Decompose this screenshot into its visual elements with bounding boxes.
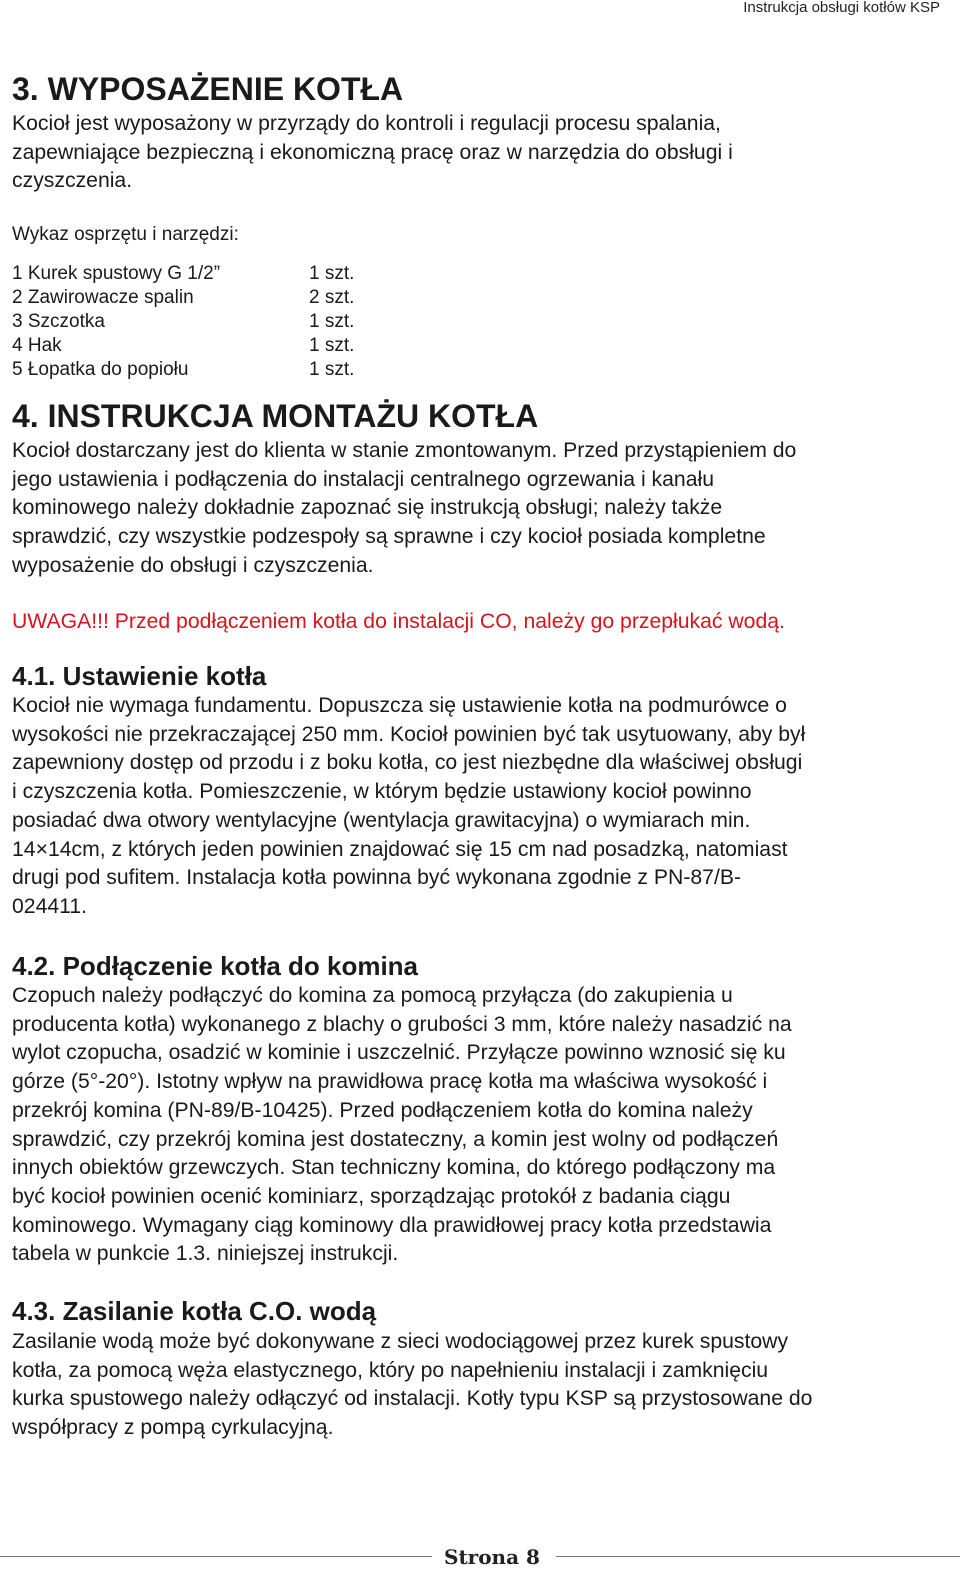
item-quantity: 1 szt. bbox=[309, 263, 355, 284]
section-3-heading: 3. WYPOSAŻENIE KOTŁA bbox=[12, 71, 404, 107]
footer-rule-left bbox=[0, 1556, 432, 1557]
text-line: Kocioł dostarczany jest do klienta w stanie zmontowanym. Przed przystąpieniem do bbox=[12, 439, 797, 462]
section-4-2-heading: 4.2. Podłączenie kotła do komina bbox=[12, 951, 419, 981]
item-quantity: 1 szt. bbox=[309, 311, 355, 332]
text-line: i czyszczenia kotła. Pomieszczenie, w którym będzie ustawiony kocioł powinno bbox=[12, 780, 752, 804]
text-line: tabela w punkcie 1.3. niniejszej instrukcji. bbox=[12, 1242, 399, 1266]
text-line: kominowego należy dokładnie zapoznać się instrukcją obsługi; należy także bbox=[12, 496, 723, 520]
list-item bbox=[12, 334, 412, 358]
item-name: 4 Hak bbox=[12, 335, 62, 356]
text-line: górze (5°-20°). Istotny wpływ na prawidłowa pracę kotła ma właściwa wysokość i bbox=[12, 1070, 768, 1094]
list-item bbox=[12, 358, 412, 382]
text-line: zapewniony dostęp od przodu i z boku kotła, co jest niezbędne dla właściwej obsługi bbox=[12, 751, 803, 775]
text-line: posiadać dwa otwory wentylacyjne (wentylacja grawitacyjna) o wymiarach min. bbox=[12, 808, 751, 832]
text-line: kotła, za pomocą węża elastycznego, który po napełnieniu instalacji i zamknięciu bbox=[12, 1358, 769, 1382]
text-line: 024411. bbox=[12, 894, 88, 918]
item-quantity: 1 szt. bbox=[309, 359, 355, 380]
section-4-paragraph bbox=[12, 437, 942, 581]
section-4-3-paragraph bbox=[12, 1328, 942, 1443]
text-line: wyposażenie do obsługi i czyszczenia. bbox=[12, 553, 374, 577]
text-line: Kocioł jest wyposażony w przyrządy do kontroli i regulacji procesu spalania, bbox=[12, 112, 721, 135]
text-line: czyszczenia. bbox=[12, 169, 133, 193]
text-line: producenta kotła) wykonanego z blachy o grubości 3 mm, które należy nasadzić na bbox=[12, 1012, 792, 1036]
footer-rule-right bbox=[556, 1556, 960, 1557]
item-quantity: 2 szt. bbox=[309, 287, 355, 308]
text-line: wysokości nie przekraczającej 250 mm. Kocioł powinien być tak usytuowany, aby był bbox=[12, 722, 806, 746]
text-line: kominowego. Wymagany ciąg kominowy dla prawidłowej pracy kotła przedstawia bbox=[12, 1213, 772, 1237]
text-line: innych obiektów grzewczych. Stan techniczny komina, do którego podłączony ma bbox=[12, 1156, 776, 1180]
list-item bbox=[12, 262, 412, 286]
section-3-paragraph bbox=[12, 110, 942, 196]
section-4-1-paragraph bbox=[12, 692, 942, 922]
page-number: Strona 8 bbox=[444, 1545, 540, 1569]
text-line: wylot czopucha, osadzić w kominie i uszczelnić. Przyłącze powinno wznosić się ku bbox=[12, 1041, 786, 1065]
text-line: sprawdzić, czy wszystkie podzespoły są sprawne i czy kocioł posiada kompletne bbox=[12, 525, 766, 549]
section-4-2-paragraph bbox=[12, 982, 942, 1269]
text-line: być kocioł powinien ocenić kominiarz, sporządzając protokół z badania ciągu bbox=[12, 1184, 731, 1208]
text-line: zapewniające bezpieczną i ekonomiczną pracę oraz w narzędzia do obsługi i bbox=[12, 140, 733, 164]
item-name: 3 Szczotka bbox=[12, 311, 105, 332]
item-name: 5 Łopatka do popiołu bbox=[12, 359, 189, 380]
section-4-heading: 4. INSTRUKCJA MONTAŻU KOTŁA bbox=[12, 398, 539, 434]
text-line: współpracy z pompą cyrkulacyjną. bbox=[12, 1416, 334, 1440]
text-line: drugi pod sufitem. Instalacja kotła powinna być wykonana zgodnie z PN-87/B- bbox=[12, 866, 742, 890]
text-line: 14×14cm, z których jeden powinien znajdować się 15 cm nad posadzką, natomiast bbox=[12, 837, 788, 861]
text-line: Czopuch należy podłączyć do komina za pomocą przyłącza (do zakupienia u bbox=[12, 984, 733, 1007]
section-4-3-heading: 4.3. Zasilanie kotła C.O. wodą bbox=[12, 1296, 377, 1326]
page-footer bbox=[0, 1543, 960, 1569]
item-quantity: 1 szt. bbox=[309, 335, 355, 356]
warning-note: UWAGA!!! Przed podłączeniem kotła do instalacji CO, należy go przepłukać wodą. bbox=[12, 610, 785, 633]
text-line: Zasilanie wodą może być dokonywane z sieci wodociągowej przez kurek spustowy bbox=[12, 1330, 789, 1353]
text-line: kurka spustowego należy odłączyć od instalacji. Kotły typu KSP są przystosowane do bbox=[12, 1387, 813, 1411]
list-item bbox=[12, 310, 412, 334]
text-line: sprawdzić, czy przekrój komina jest dostateczny, a komin jest wolny od podłączeń bbox=[12, 1127, 779, 1151]
equipment-list-title: Wykaz osprzętu i narzędzi: bbox=[12, 224, 239, 245]
running-header: Instrukcja obsługi kotłów KSP bbox=[743, 0, 940, 16]
equipment-list bbox=[12, 262, 412, 382]
text-line: jego ustawienia i podłączenia do instalacji centralnego ogrzewania i kanału bbox=[12, 467, 714, 491]
item-name: 2 Zawirowacze spalin bbox=[12, 287, 194, 308]
text-line: Kocioł nie wymaga fundamentu. Dopuszcza się ustawienie kotła na podmurówce o bbox=[12, 694, 787, 717]
list-item bbox=[12, 286, 412, 310]
text-line: przekrój komina (PN-89/B-10425). Przed podłączeniem kotła do komina należy bbox=[12, 1098, 753, 1122]
section-4-1-heading: 4.1. Ustawienie kotła bbox=[12, 661, 267, 691]
item-name: 1 Kurek spustowy G 1/2” bbox=[12, 263, 221, 284]
